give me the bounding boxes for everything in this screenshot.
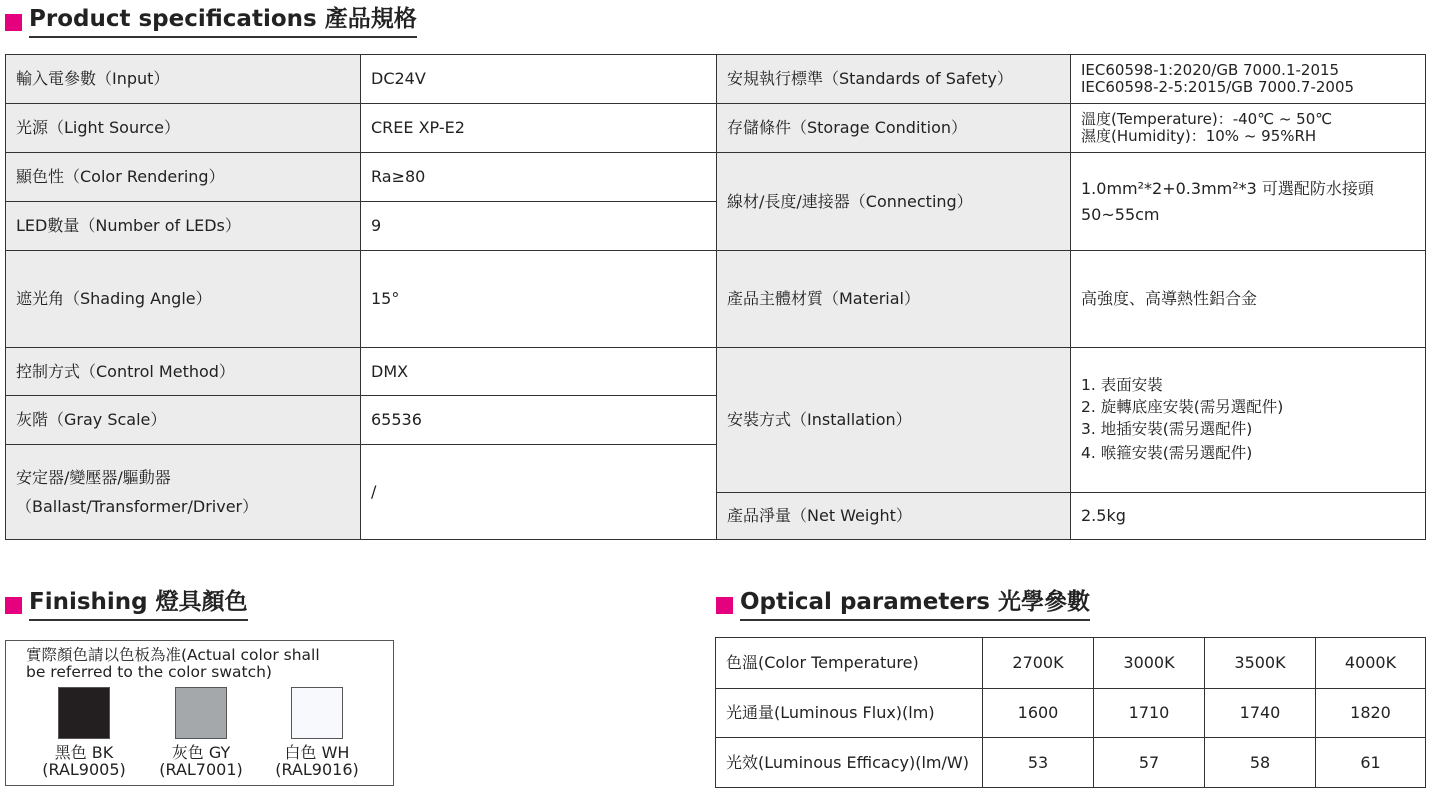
swatch-gray <box>175 687 227 739</box>
gray-scale-value: 65536 <box>361 396 717 445</box>
table-row <box>716 738 1426 788</box>
control-method-label: 控制方式（Control Method） <box>6 348 361 396</box>
safety-value-line2: IEC60598-2-5:2015/GB 7000.7-2005 <box>1081 78 1355 96</box>
driver-value: / <box>361 445 717 540</box>
swatch-black <box>58 687 110 739</box>
table-cell: 57 <box>1094 738 1205 788</box>
light-source-label: 光源（Light Source） <box>6 104 361 153</box>
specs-heading-text: Product specifications 產品規格 <box>29 3 417 38</box>
finishing-note-line1: 實際顏色請以色板為准(Actual color shall <box>26 646 320 664</box>
installation-label: 安裝方式（Installation） <box>717 348 1071 493</box>
finishing-heading <box>5 586 248 621</box>
swatch-gray-label <box>146 744 256 778</box>
safety-value <box>1071 55 1426 104</box>
table-row <box>6 104 1426 153</box>
connecting-value-line1: 1.0mm²*2+0.3mm²*3 可選配防水接頭 <box>1081 178 1374 198</box>
optical-table <box>715 637 1426 788</box>
installation-item: 2. 旋轉底座安裝(需另選配件) <box>1081 398 1284 416</box>
swatch-code: (RAL7001) <box>159 760 243 779</box>
driver-label <box>6 445 361 540</box>
storage-value-line1: 溫度(Temperature)：-40℃ ~ 50℃ <box>1081 110 1333 128</box>
storage-label: 存儲條件（Storage Condition） <box>717 104 1071 153</box>
table-row <box>6 153 1426 202</box>
table-cell: 1710 <box>1094 689 1205 738</box>
swatch-name: 黑色 BK <box>54 743 114 762</box>
driver-label-line2: （Ballast/Transformer/Driver） <box>16 497 259 516</box>
table-cell: 61 <box>1316 738 1426 788</box>
connecting-value-line2: 50~55cm <box>1081 204 1160 224</box>
driver-label-line1: 安定器/變壓器/驅動器 <box>16 468 171 487</box>
color-temperature-label: 色溫(Color Temperature) <box>716 638 983 689</box>
material-value: 高強度、高導熱性鋁合金 <box>1071 251 1426 348</box>
table-cell: 3000K <box>1094 638 1205 689</box>
gray-scale-label: 灰階（Gray Scale） <box>6 396 361 445</box>
specs-heading <box>5 3 417 38</box>
optical-heading-text: Optical parameters 光學參數 <box>740 586 1090 621</box>
finishing-box <box>5 640 394 786</box>
spec-table <box>5 54 1426 540</box>
control-method-value: DMX <box>361 348 717 396</box>
table-row <box>6 251 1426 348</box>
luminous-efficacy-label: 光效(Luminous Efficacy)(lm/W) <box>716 738 983 788</box>
led-count-value: 9 <box>361 202 717 251</box>
safety-label: 安規執行標準（Standards of Safety） <box>717 55 1071 104</box>
table-cell: 58 <box>1205 738 1316 788</box>
table-row <box>716 689 1426 738</box>
finishing-note <box>26 647 386 681</box>
heading-marker-icon <box>716 597 733 614</box>
swatch-code: (RAL9016) <box>275 760 359 779</box>
color-rendering-label: 顯色性（Color Rendering） <box>6 153 361 202</box>
connecting-label: 線材/長度/連接器（Connecting） <box>717 153 1071 251</box>
shading-angle-value: 15° <box>361 251 717 348</box>
connecting-value <box>1071 153 1426 251</box>
installation-item: 4. 喉箍安裝(需另選配件) <box>1081 444 1253 462</box>
installation-value <box>1071 348 1426 493</box>
safety-value-line1: IEC60598-1:2020/GB 7000.1-2015 <box>1081 61 1340 79</box>
table-cell: 4000K <box>1316 638 1426 689</box>
installation-item: 3. 地插安裝(需另選配件) <box>1081 420 1253 438</box>
swatch-black-label <box>29 744 139 778</box>
luminous-flux-label: 光通量(Luminous Flux)(lm) <box>716 689 983 738</box>
shading-angle-label: 遮光角（Shading Angle） <box>6 251 361 348</box>
table-cell: 3500K <box>1205 638 1316 689</box>
net-weight-label: 產品淨量（Net Weight） <box>717 493 1071 540</box>
table-cell: 53 <box>983 738 1094 788</box>
swatch-white-label <box>262 744 372 778</box>
table-row <box>6 348 1426 396</box>
finishing-note-line2: be referred to the color swatch) <box>26 663 272 681</box>
swatch-name: 白色 WH <box>284 743 350 762</box>
material-label: 產品主體材質（Material） <box>717 251 1071 348</box>
storage-value-line2: 濕度(Humidity)：10% ~ 95%RH <box>1081 127 1317 145</box>
input-label: 輸入電參數（Input） <box>6 55 361 104</box>
net-weight-value: 2.5kg <box>1071 493 1426 540</box>
table-cell: 2700K <box>983 638 1094 689</box>
table-cell: 1740 <box>1205 689 1316 738</box>
heading-marker-icon <box>5 14 22 31</box>
color-rendering-value: Ra≥80 <box>361 153 717 202</box>
optical-heading <box>716 586 1090 621</box>
storage-value <box>1071 104 1426 153</box>
installation-item: 1. 表面安裝 <box>1081 376 1163 394</box>
table-row <box>6 55 1426 104</box>
table-cell: 1600 <box>983 689 1094 738</box>
led-count-label: LED數量（Number of LEDs） <box>6 202 361 251</box>
swatch-white <box>291 687 343 739</box>
swatch-name: 灰色 GY <box>171 743 231 762</box>
heading-marker-icon <box>5 597 22 614</box>
finishing-heading-text: Finishing 燈具顏色 <box>29 586 248 621</box>
swatch-code: (RAL9005) <box>42 760 126 779</box>
table-row <box>716 638 1426 689</box>
light-source-value: CREE XP-E2 <box>361 104 717 153</box>
table-cell: 1820 <box>1316 689 1426 738</box>
input-value: DC24V <box>361 55 717 104</box>
